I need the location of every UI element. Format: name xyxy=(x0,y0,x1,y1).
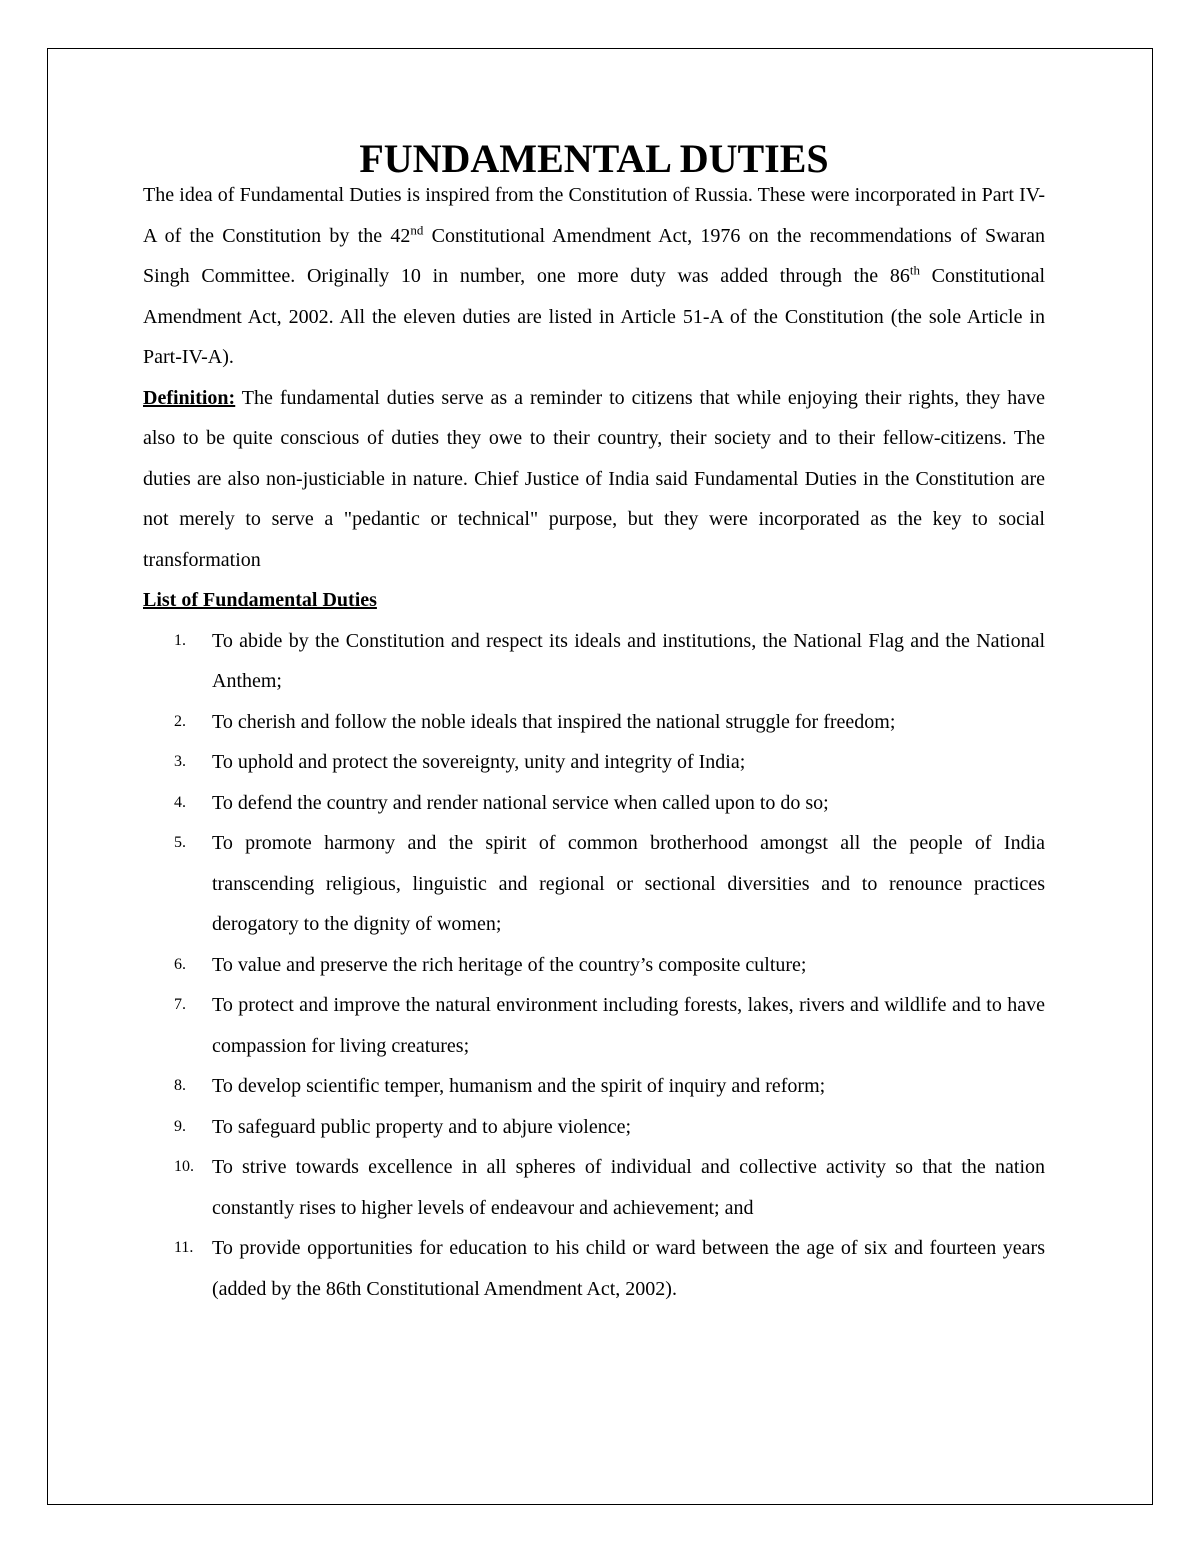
duty-text: To cherish and follow the noble ideals that inspired the national struggle for freedom; xyxy=(212,710,896,733)
duty-list-item xyxy=(143,985,1045,1066)
duty-text: To protect and improve the natural environment including forests, lakes, rivers and wildlife and to have compassion for living creatures; xyxy=(212,994,1045,1057)
definition-paragraph xyxy=(143,378,1045,581)
document-body xyxy=(143,136,1045,1309)
duty-list-item xyxy=(143,621,1045,702)
intro-text-2: Constitutional Amendment Act, 1976 on the recommendations of Swaran Singh Committee. Originally 10 in number, one more duty was added through the 86 xyxy=(143,224,1045,287)
duty-text: To promote harmony and the spirit of common brotherhood amongst all the people of India transcending religious, linguistic and regional or sectional diversities and to renounce practices derogatory to the dignity of women; xyxy=(212,832,1045,935)
definition-label: Definition: xyxy=(143,386,236,409)
duty-text: To abide by the Constitution and respect its ideals and institutions, the National Flag and the National Anthem; xyxy=(212,629,1045,692)
duty-number: 1. xyxy=(174,631,186,649)
intro-superscript-1: nd xyxy=(410,221,424,237)
definition-text: The fundamental duties serve as a reminder to citizens that while enjoying their rights, they have also to be quite conscious of duties they owe to their country, their society and to their fellow-citizens. The duties are also non-justiciable in nature. Chief Justice of India said Fundamental Duties in the Constitution are not merely to serve a "pedantic or technical" purpose, but they were incorporated as the key to social transformation xyxy=(143,386,1045,571)
duty-number: 2. xyxy=(174,712,186,730)
duty-list-item xyxy=(143,1107,1045,1148)
duty-list-item xyxy=(143,823,1045,945)
duty-text: To safeguard public property and to abjure violence; xyxy=(212,1115,632,1138)
duty-number: 3. xyxy=(174,753,186,770)
intro-paragraph xyxy=(143,175,1045,378)
duty-number: 5. xyxy=(174,834,186,851)
duty-number: 9. xyxy=(174,1117,186,1135)
duty-list-item xyxy=(143,702,1045,743)
intro-superscript-2: th xyxy=(909,262,920,278)
duty-number: 11. xyxy=(174,1239,194,1256)
duty-number: 4. xyxy=(174,793,186,811)
duty-text: To strive towards excellence in all spheres of individual and collective activity so that the nation constantly rises to higher levels of endeavour and achievement; and xyxy=(212,1156,1045,1219)
duty-list-item xyxy=(143,1066,1045,1107)
list-heading: List of Fundamental Duties xyxy=(143,589,377,611)
duty-text: To uphold and protect the sovereignty, unity and integrity of India; xyxy=(212,751,746,773)
duty-text: To value and preserve the rich heritage of the country’s composite culture; xyxy=(212,953,807,976)
duty-list-item xyxy=(143,783,1045,824)
duty-list-item xyxy=(143,1147,1045,1228)
duty-number: 7. xyxy=(174,996,186,1013)
duties-list xyxy=(143,621,1045,1310)
duty-number: 8. xyxy=(174,1077,186,1094)
intro-text-1: The idea of Fundamental Duties is inspired from the Constitution of Russia. These were incorporated in Part IV-A of the Constitution by the 42 xyxy=(143,184,1045,247)
document-title: FUNDAMENTAL DUTIES xyxy=(359,136,829,181)
intro-text-3: Constitutional Amendment Act, 2002. All the eleven duties are listed in Article 51-A of the Constitution (the sole Article in Part-IV-A). xyxy=(143,265,1045,368)
duty-text: To provide opportunities for education to his child or ward between the age of six and fourteen years (added by the 86th Constitutional Amendment Act, 2002). xyxy=(212,1237,1045,1300)
duty-list-item xyxy=(143,945,1045,986)
duty-text: To defend the country and render national service when called upon to do so; xyxy=(212,791,829,814)
duty-text: To develop scientific temper, humanism and the spirit of inquiry and reform; xyxy=(212,1075,826,1097)
duty-number: 6. xyxy=(174,955,186,973)
duty-list-item xyxy=(143,742,1045,783)
duty-list-item xyxy=(143,1228,1045,1309)
duty-number: 10. xyxy=(174,1158,194,1175)
